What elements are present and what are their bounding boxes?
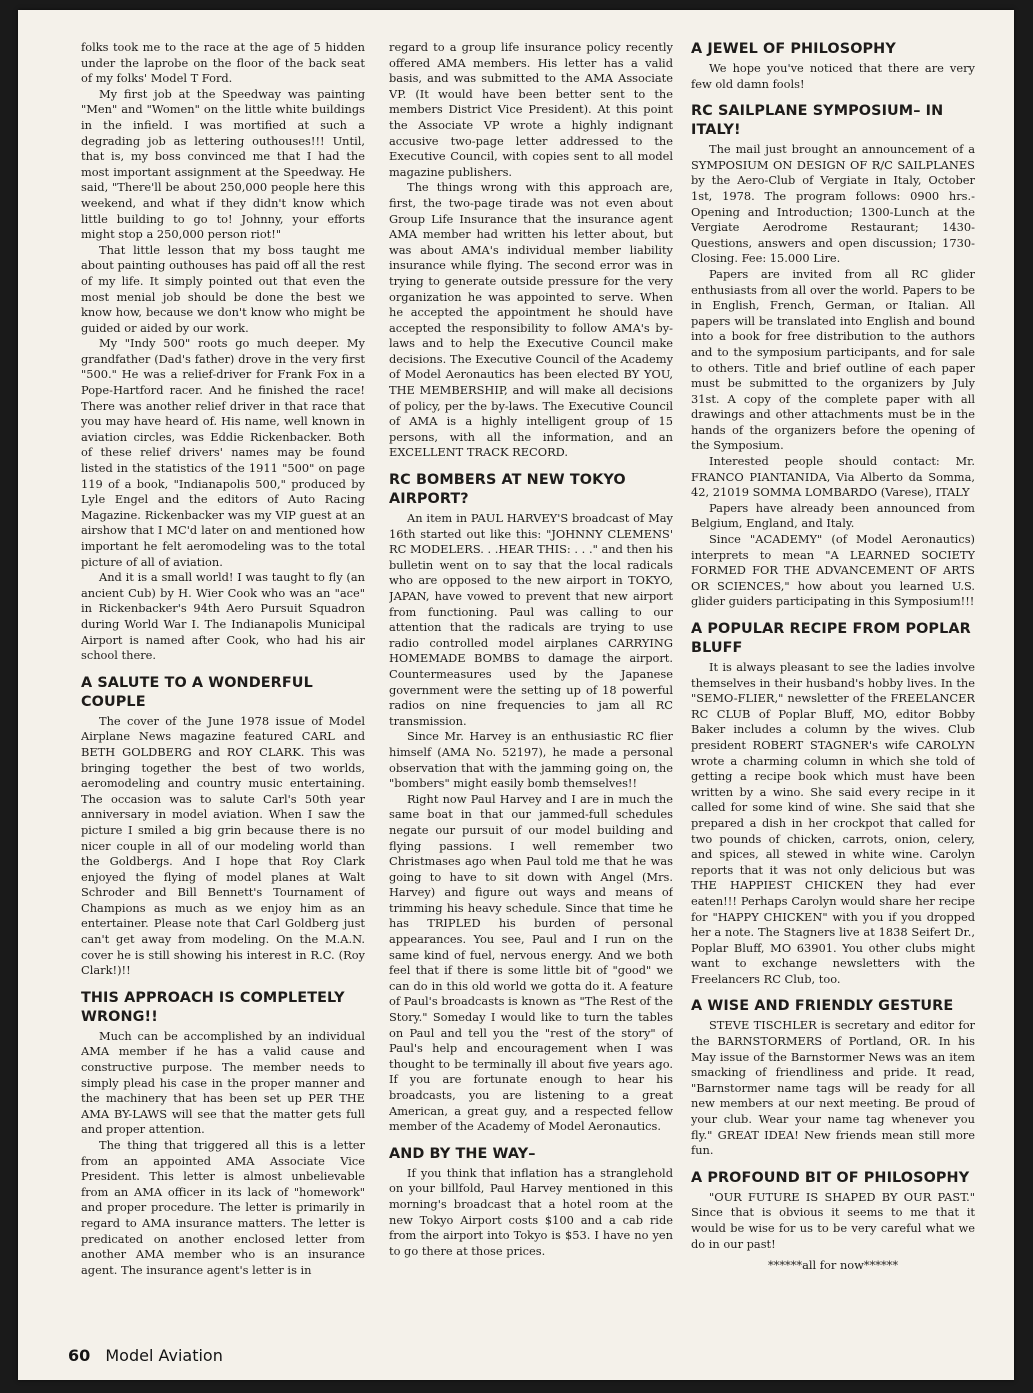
paragraph: We hope you've noticed that there are very few old damn fools! (691, 61, 975, 91)
column-right (691, 40, 975, 1330)
paragraph: That little lesson that my boss taught me about painting outhouses has paid off all the rest of my life. It simply pointed out that even the most menial job should be done the best we know how, because we don't know who might be guided or aided by our work. (81, 242, 365, 335)
paragraph: Since Mr. Harvey is an enthusiastic RC flier himself (AMA No. 52197), he made a personal observation that with the jamming going on, the "bombers" might easily bomb themselves!! (389, 729, 673, 791)
page-footer (68, 1346, 223, 1365)
paragraph: Right now Paul Harvey and I are in much the same boat in that our jammed-full schedules negate our pursuit of our model building and flying passions. I well remember two Christmases ago when Paul told me that he was going to have to sit down with Angel (Mrs. Harvey) and figure out ways and means of trimming his heavy schedule. Since that time he has TRIPLED his burden of personal appearances. You see, Paul and I run on the same kind of fuel, nervous energy. And we both feel that if there is some little bit of "good" we can do in this old world we gotta do it. A feature of Paul's broadcasts is known as "The Rest of the Story." Someday I would like to turn the tables on Paul and tell you the "rest of the story" of Paul's help and encouragement when I was thought to be terminally ill about five years ago. If you are fortunate enough to hear his broadcasts, you are listening to a great American, a great guy, and a respected fellow member of the Academy of Model Aeronautics. (389, 791, 673, 1134)
paragraph: My first job at the Speedway was painting "Men" and "Women" on the little white buildings in the infield. I was mortified at such a degrading job as lettering outhouses!!! Until, that is, my boss convinced me that I had the most important assignment at the Speedway. He said, "There'll be about 250,000 people here this weekend, and what if they didn't know which little building to go to! Johnny, your efforts might stop a 250,000 person riot!" (81, 86, 365, 242)
section-heading: AND BY THE WAY– (389, 1145, 536, 1162)
paragraph: And it is a small world! I was taught to fly (an ancient Cub) by H. Wier Cook who was an "ace" in Rickenbacker's 94th Aero Pursuit Squadron during World War I. The Indianapolis Municipal Airport is named after Cook, who had his air school there. (81, 570, 365, 663)
paragraph: Much can be accomplished by an individual AMA member if he has a valid cause and constructive purpose. The member needs to simply plead his case in the proper manner and the machinery that has been set up PER THE AMA BY-LAWS will see that the matter gets full and proper attention. (81, 1028, 365, 1137)
section-heading: RC SAILPLANE SYMPOSIUM– IN ITALY! (691, 103, 944, 139)
paragraph: Interested people should contact: Mr. FRANCO PIANTANIDA, Via Alberto da Somma, 42, 21019 SOMMA LOMBARDO (Varese), ITALY (691, 454, 975, 500)
section-heading: A SALUTE TO A WONDERFUL COUPLE (81, 674, 313, 710)
paragraph: It is always pleasant to see the ladies involve themselves in their husband's hobby lives. In the "SEMO-FLIER," newsletter of the FREELANCER RC CLUB of Poplar Bluff, MO, editor Bobby Baker includes a column by the wives. Club president ROBERT STAGNER's wife CAROLYN wrote a charming column in which she told of getting a recipe book which must have been written by a wino. She said every recipe in it called for some kind of wine. She said that she prepared a dish in her crockpot that called for two pounds of chicken, carrots, onion, celery, and spices, all stewed in white wine. Carolyn reports that it was not only delicious but was THE HAPPIEST CHICKEN they had ever eaten!!! Perhaps Carolyn would share her recipe for "HAPPY CHICKEN" with you if you dropped her a note. The Stagners live at 1838 Seifert Dr., Poplar Bluff, MO 63901. You other clubs might want to exchange newsletters with the Freelancers RC Club, too. (691, 660, 975, 986)
paragraph: If you think that inflation has a stranglehold on your billfold, Paul Harvey mentioned in this morning's broadcast that a hotel room at the new Tokyo Airport costs $100 and a cab ride from the airport into Tokyo is $53. I have no yen to go there at those prices. (389, 1165, 673, 1258)
section-heading: A JEWEL OF PHILOSOPHY (691, 41, 896, 57)
sign-off: ******all for now****** (767, 1258, 899, 1273)
paragraph: folks took me to the race at the age of 5 hidden under the laprobe on the floor of the back seat of my folks' Model T Ford. (81, 40, 365, 86)
paragraph: The cover of the June 1978 issue of Model Airplane News magazine featured CARL and BETH GOLDBERG and ROY CLARK. This was bringing together the best of two worlds, aeromodeling and country music entertaining. The occasion was to salute Carl's 50th year anniversary in model aviation. When I saw the picture I smiled a big grin because there is no nicer couple in all of our modeling world than the Goldbergs. And I hope that Roy Clark enjoyed the flying of model planes at Walt Schroder and Bill Bennett's Tournament of Champions as much as we enjoy him as an entertainer. Please note that Carl Goldberg just can't get away from modeling. On the M.A.N. cover he is still showing his interest in R.C. (Roy Clark!)!! (81, 713, 365, 978)
paragraph: The things wrong with this approach are, first, the two-page tirade was not even about Group Life Insurance that the insurance agent AMA member had written his letter about, but was about AMA's individual member liability insurance while flying. The second error was in trying to generate outside pressure for the very organization he was appointed to serve. When he accepted the appointment he should have accepted the responsibility to follow AMA's by-laws and to help the Executive Council make decisions. The Executive Council of the Academy of Model Aeronautics has been elected BY YOU, THE MEMBERSHIP, and will make all decisions of policy, per the by-laws. The Executive Council of AMA is a highly intelligent group of 15 persons, with all the information, and an EXCELLENT TRACK RECORD. (389, 180, 673, 460)
section-heading: THIS APPROACH IS COMPLETELY WRONG!! (81, 989, 345, 1025)
paragraph: The thing that triggered all this is a letter from an appointed AMA Associate Vice President. This letter is almost unbelievable from an AMA officer in its lack of "homework" and proper procedure. The letter is primarily in regard to AMA insurance matters. The letter is predicated on another enclosed letter from another AMA member who is an insurance agent. The insurance agent's letter is in (81, 1138, 365, 1277)
page-number: 60 (68, 1346, 91, 1365)
column-middle (389, 40, 673, 1330)
paragraph: "OUR FUTURE IS SHAPED BY OUR PAST." Since that is obvious it seems to me that it would be wise for us to be very careful what we do in our past! (691, 1189, 975, 1251)
paragraph: The mail just brought an announcement of a SYMPOSIUM ON DESIGN OF R/C SAILPLANES by the Aero-Club of Vergiate in Italy, October 1st, 1978. The program follows: 0900 hrs.-Opening and Introduction; 1300-Lunch at the Vergiate Aerodrome Restaurant; 1430-Questions, answers and open discussion; 1730-Closing. Fee: 15.000 Lire. (691, 142, 975, 266)
paragraph: My "Indy 500" roots go much deeper. My grandfather (Dad's father) drove in the very first "500." He was a relief-driver for Frank Fox in a Pope-Hartford racer. And he finished the race! There was another relief driver in that race that you may have heard of. His name, well known in aviation circles, was Eddie Rickenbacker. Both of these relief drivers' names may be found listed in the statistics of the 1911 "500" on page 119 of a book, "Indianapolis 500," produced by Lyle Engel and the editors of Auto Racing Magazine. Rickenbacker was my VIP guest at an airshow that I MC'd later on and mentioned how important he felt aeromodeling was to the total picture of all of aviation. (81, 336, 365, 569)
paragraph: Since "ACADEMY" (of Model Aeronautics) interprets to mean "A LEARNED SOCIETY FORMED FOR THE ADVANCEMENT OF ARTS OR SCIENCES," how about you learned U.S. glider guiders participating in this Symposium!!! (691, 532, 975, 609)
magazine-title: Model Aviation (105, 1346, 223, 1365)
section-heading: RC BOMBERS AT NEW TOKYO AIRPORT? (389, 472, 626, 508)
paragraph: An item in PAUL HARVEY'S broadcast of May 16th started out like this: "JOHNNY CLEMENS' RC MODELERS. . .HEAR THIS: . . ." and then his bulletin went on to say that the local radicals who are opposed to the new airport in TOKYO, JAPAN, have vowed to prevent that new airport from functioning. Paul was calling to our attention that the radicals are trying to use radio controlled model airplanes CARRYING HOMEMADE BOMBS to damage the airport. Countermeasures used by the Japanese government were the setting up of 18 powerful radios on nine frequencies to jam all RC transmission. (389, 511, 673, 728)
section-heading: A POPULAR RECIPE FROM POPLAR BLUFF (691, 621, 971, 656)
column-left (81, 40, 365, 1330)
section-heading: A WISE AND FRIENDLY GESTURE (691, 998, 954, 1015)
paragraph: Papers are invited from all RC glider enthusiasts from all over the world. Papers to be in English, French, German, or Italian. All papers will be translated into English and bound into a book for free distribution to the authors and to the symposium participants, and for sale to others. Title and brief outline of each paper must be submitted to the organizers by July 31st. A copy of the complete paper with all drawings and other attachments must be in the hands of the organizers before the opening of the Symposium. (691, 266, 975, 453)
paragraph: Papers have already been announced from Belgium, England, and Italy. (691, 500, 975, 531)
paragraph: STEVE TISCHLER is secretary and editor for the BARNSTORMERS of Portland, OR. In his May issue of the Barnstormer News was an item smacking of friendliness and pride. It read, "Barnstormer name tags will be ready for all new members at our next meeting. Be proud of your club. Wear your name tag whenever you fly." GREAT IDEA! New friends mean still more fun. (691, 1018, 975, 1158)
section-heading: A PROFOUND BIT OF PHILOSOPHY (691, 1169, 970, 1186)
paragraph: regard to a group life insurance policy recently offered AMA members. His letter has a valid basis, and was submitted to the AMA Associate VP. (It would have been better sent to the members District Vice President). At this point the Associate VP wrote a highly indignant accusive two-page letter addressed to the Executive Council, with copies sent to all model magazine publishers. (389, 40, 673, 179)
magazine-page (18, 10, 1014, 1380)
